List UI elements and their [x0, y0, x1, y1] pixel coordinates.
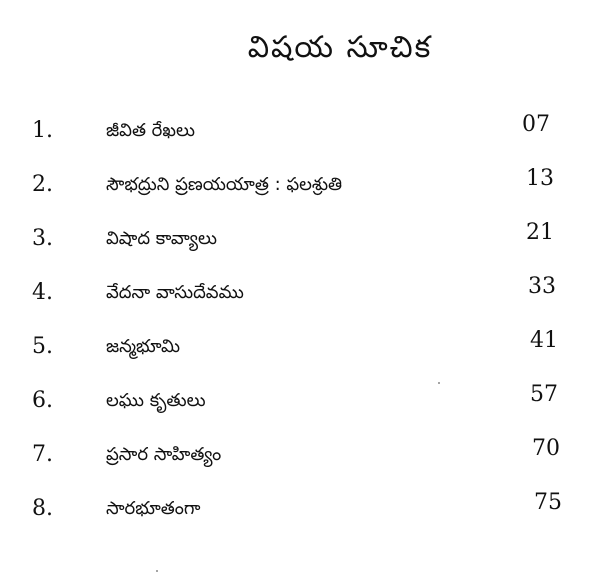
toc-entry: [0, 112, 600, 152]
entry-title: సారభూతంగా: [106, 498, 201, 519]
table-of-contents: [0, 100, 600, 520]
entry-page-number: 41: [530, 328, 558, 353]
entry-number: 6.: [32, 388, 53, 413]
toc-entry: [0, 436, 600, 476]
toc-entry: [0, 382, 600, 422]
entry-number: 8.: [32, 496, 53, 521]
entry-page-number: 57: [530, 382, 558, 407]
toc-entry: [0, 220, 600, 260]
toc-entry: [0, 166, 600, 206]
scan-speck: [156, 570, 158, 572]
entry-page-number: 21: [526, 220, 554, 245]
entry-number: 3.: [32, 226, 53, 251]
page-title: విషయ సూచిక: [247, 30, 433, 65]
entry-title: ప్రసార సాహిత్యం: [106, 444, 222, 465]
toc-entry: [0, 490, 600, 530]
entry-title: జీవిత రేఖలు: [106, 120, 195, 141]
entry-title: వేదనా వాసుదేవము: [106, 282, 244, 303]
entry-number: 1.: [32, 118, 53, 143]
entry-number: 4.: [32, 280, 53, 305]
entry-page-number: 33: [528, 274, 556, 299]
entry-page-number: 70: [532, 436, 560, 461]
entry-page-number: 07: [522, 112, 550, 137]
entry-number: 5.: [32, 334, 53, 359]
entry-title: జన్మభూమి: [106, 336, 181, 357]
entry-page-number: 75: [534, 490, 562, 515]
entry-title: సౌభద్రుని ప్రణయయాత్ర : ఫలశ్రుతి: [106, 174, 343, 195]
scan-speck: [438, 382, 440, 384]
entry-page-number: 13: [526, 166, 554, 191]
toc-entry: [0, 328, 600, 368]
entry-number: 2.: [32, 172, 53, 197]
entry-number: 7.: [32, 442, 53, 467]
entry-title: విషాద కావ్యాలు: [106, 228, 217, 249]
entry-title: లఘు కృతులు: [106, 390, 206, 411]
toc-entry: [0, 274, 600, 314]
